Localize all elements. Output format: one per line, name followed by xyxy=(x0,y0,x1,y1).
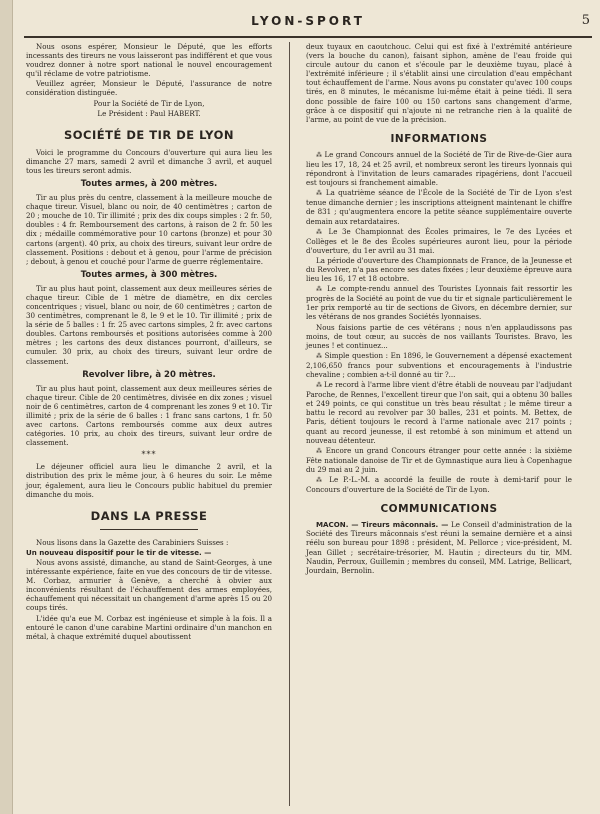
info-item-text: Simple question : En 1896, le Gouvernement a dépensé exactement 2,106,650 francs pour subventions et encouragements à l'industrie chevaline ; combien a-t-il donné au tir ?... xyxy=(306,350,572,379)
asterism-icon: ⁂ xyxy=(316,228,329,236)
left-column xyxy=(26,42,272,642)
column-divider xyxy=(289,42,290,806)
intro-paragraph: Veuillez agréer, Monsieur le Député, l'assurance de notre considération distinguée. xyxy=(26,79,272,98)
info-item xyxy=(306,475,572,494)
section-title-presse: DANS LA PRESSE xyxy=(90,508,208,523)
communication-lead: MACON. — Tireurs mâconnais. — xyxy=(316,520,449,530)
section-title-societe: SOCIÉTÉ DE TIR DE LYON xyxy=(64,127,234,142)
info-item xyxy=(306,284,572,321)
text-300m: Tir au plus haut point, classement aux deux meilleures séries de chaque tireur. Cible de 1 mètre de diamètre, en dix cercles concentriques ; visuel, blanc ou noir, de 60 centimètres ; carton de 30 centimètres, comprenant le 8, le 9 et le 10. Tir illimité ; prix de la série de 5 balles : 1 fr. 25 avec cartons simples, 2 fr. avec cartons doubles. Cartons remboursés et positions autorisées comme à 200 mètres ; les cartons des deux distances pourront, d'ailleurs, se cumuler. 30 prix, au choix des tireurs, suivant leur ordre de classement. xyxy=(26,283,272,366)
signature-line: Pour la Société de Tir de Lyon, xyxy=(93,98,205,108)
presse-paragraph: Nous avons assisté, dimanche, au stand de Saint-Georges, à une intéressante expérience, faite en vue des concours de tir de vitesse. M. Corbaz, armurier à Genève, a cherché à obvier aux inconvénients résultant de l'échauffement des armes employées, échauffement qui nécessitait un changement d'arme après 15 ou 20 coups tirés. xyxy=(26,557,272,613)
dejeuner-paragraph: Le déjeuner officiel aura lieu le dimanche 2 avril, et la distribution des prix le même jour, à 6 heures du soir. Le même jour, également, aura lieu le Concours public habituel du premier dimanche du mois. xyxy=(26,462,272,499)
communication-text: Le Conseil d'administration de la Société des Tireurs mâconnais s'est réuni la semaine dernière et a ainsi réélu son bureau pour 1898 : président, M. Pellorce ; vice-président, M. Jean Gillet ; secrétaire-trésorier, M. Hautin ; directeurs du tir, MM. Naudin, Perroux, Guillemin ; membres du conseil, MM. Latrige, Bellicart, Jourdain, Bernolin. xyxy=(306,520,572,575)
intro-paragraph: Nous osons espérer, Monsieur le Député, que les efforts incessants des tireurs ne vous laisseront pas indifférent et que vous voudrez donner à notre sport national le nouvel encouragement qu'il réclame de votre patriotisme. xyxy=(26,42,272,79)
subtitle-200m: Toutes armes, à 200 mètres. xyxy=(80,179,218,190)
info-item-text: Nous faisions partie de ces vétérans ; nous n'en applaudissons pas moins, de tout cœur, au succès de nos vaillants Touristes. Bravo, les jeunes ! et continuez... xyxy=(306,322,572,350)
right-column xyxy=(306,42,572,576)
asterism-icon: ⁂ xyxy=(316,352,325,360)
text-200m: Tir au plus près du centre, classement à la meilleure mouche de chaque tireur. Visuel, blanc ou noir, de 40 centimètres ; carton de 20 ; mouche de 10. Tir illimité ; prix des dix coups simples : 2 fr. 50, doubles : 4 fr. Remboursement des cartons, à raison de 2 fr. 50 les dix ; médaille commémorative pour 10 cartons (bronze) et pour 30 cartons (argent). 40 prix, au choix des tireurs, suivant leur ordre de classement. Positions : debout et à genou, pour l'arme de précision ; debout, à genou et couché pour l'arme de guerre réglementaire. xyxy=(26,193,272,266)
text-revolver: Tir au plus haut point, classement aux deux meilleures séries de chaque tireur. Cible de 20 centimètres, divisée en dix zones ; visuel noir de 6 centimètres, carton de 4 comprenant les zones 9 et 10. Tir illimité ; prix de la série de 6 balles : 1 franc sans cartons, 1 fr. 50 avec cartons. Cartons remboursés comme aux deux autres catégories. 10 prix, au choix des tireurs, suivant leur ordre de classement. xyxy=(26,383,272,448)
info-item-text: Encore un grand Concours étranger pour cette année : la sixième Fête nationale danoise de Tir et de Gymnastique aura lieu à Copenhague du 29 mai au 2 juin. xyxy=(306,445,572,474)
page-number: 5 xyxy=(581,13,590,28)
info-item-text: Le grand Concours annuel de la Société de Tir de Rive-de-Gier aura lieu les 17, 18, 24 et 25 avril, et nombreux seront les tireurs lyonnais qui répondront à l'invitation de leurs camarades ripagériens, dont l'accueil est toujours si franchement aimable. xyxy=(306,149,572,188)
info-item xyxy=(306,188,572,225)
info-item-text: Le compte-rendu annuel des Touristes Lyonnais fait ressortir les progrès de la Société au point de vue du tir et signale particulièrement le 1er prix remporté au tir de sections de Givors, en décembre dernier, sur les vétérans de nos grandes Sociétés lyonnaises. xyxy=(306,284,572,322)
presse-subtitle: Un nouveau dispositif pour le tir de vitesse. — xyxy=(26,547,212,557)
info-item xyxy=(306,351,572,379)
asterism-icon: ⁂ xyxy=(316,447,326,455)
subtitle-300m: Toutes armes, à 300 mètres. xyxy=(80,269,218,280)
section-title-informations: INFORMATIONS xyxy=(390,132,488,145)
info-item xyxy=(306,150,572,187)
presse-intro: Nous lisons dans la Gazette des Carabiniers Suisses : xyxy=(36,537,229,547)
signature-president: Le Président : Paul HABERT. xyxy=(97,108,201,118)
info-item xyxy=(306,256,572,283)
asterism-icon: ⁂ xyxy=(316,477,330,485)
info-item-text: La quatrième séance de l'École de la Société de Tir de Lyon s'est tenue dimanche dernier ; les inscriptions atteignent maintenant le chiffre de 831 ; qu'augmentera encore la petite séance supplémentaire ouverte demain aux retardataires. xyxy=(306,188,572,226)
presse-continuation: deux tuyaux en caoutchouc. Celui qui est fixé à l'extrémité antérieure (vers la bouche du canon), faisant siphon, amène de l'eau froide qui circule autour du canon et s'écoule par le deuxième tuyau, placé à l'extrémité inférieure ; il s'établit ainsi une circulation d'eau empêchant tout échauffement de l'arme. Nous avons pu constater qu'avec 100 coups tirés, en 8 minutes, le mécanisme lui-même était à peine tiédi. Il sera donc possible de faire 100 ou 150 cartons sans changement d'arme, grâce à ce dispositif qui n'ajoute ni ne retranche rien à la qualité de l'arme, au point de vue de la précision. xyxy=(306,42,572,124)
info-item xyxy=(306,323,572,350)
journal-title: LYON-SPORT xyxy=(251,14,365,28)
communication-item xyxy=(306,520,572,575)
asterism-icon: ⁂ xyxy=(316,382,324,390)
info-item-text: Le P.-L.-M. a accordé la feuille de route à demi-tarif pour le Concours d'ouverture de la Société de Tir de Lyon. xyxy=(306,475,572,495)
asterism-icon: ⁂ xyxy=(316,151,325,159)
asterism-icon: ⁂ xyxy=(316,190,326,198)
info-item-text: La période d'ouverture des Championnats de France, de la Jeunesse et du Revolver, n'a pas encore ses dates fixées ; leur deuxième épreuve aura lieu les 16, 17 et 18 octobre. xyxy=(306,255,572,284)
page-binding-edge xyxy=(0,0,13,814)
section-title-communications: COMMUNICATIONS xyxy=(380,503,498,516)
subtitle-revolver: Revolver libre, à 20 mètres. xyxy=(82,369,216,380)
info-item xyxy=(306,380,572,445)
info-item xyxy=(306,446,572,474)
presse-paragraph: L'idée qu'a eue M. Corbaz est ingénieuse et simple à la fois. Il a entouré le canon d'une carabine Martini ordinaire d'un manchon en métal, à chaque extrémité duquel aboutissent xyxy=(26,613,272,641)
info-item xyxy=(306,227,572,255)
info-item-text: Le record à l'arme libre vient d'être établi de nouveau par l'adjudant Paroche, de Rennes, l'excellent tireur que l'on sait, qui a obtenu 30 balles et 249 points, ce qui constitue un très beau résultat ; le même tireur a battu le record au revolver par 30 balles, 231 et points. M. Bettex, de Paris, détient toujours le record à l'arme nationale avec 217 points ; quant au record jeunesse, il est retombé à son minimum et attend un nouveau détenteur. xyxy=(306,380,572,445)
title-rule xyxy=(100,529,198,530)
section-separator: *** xyxy=(141,450,157,460)
asterism-icon: ⁂ xyxy=(316,286,328,294)
info-item-text: Le 3e Championnat des Écoles primaires, le 7e des Lycées et Collèges et le 8e des Écoles supérieures auront lieu, pour la période d'ouverture, du 1er avril au 31 mai. xyxy=(306,226,572,255)
page-header xyxy=(24,10,592,38)
societe-intro: Voici le programme du Concours d'ouverture qui aura lieu les dimanche 27 mars, samedi 2 avril et dimanche 3 avril, et auquel tous les tireurs seront admis. xyxy=(26,147,272,175)
